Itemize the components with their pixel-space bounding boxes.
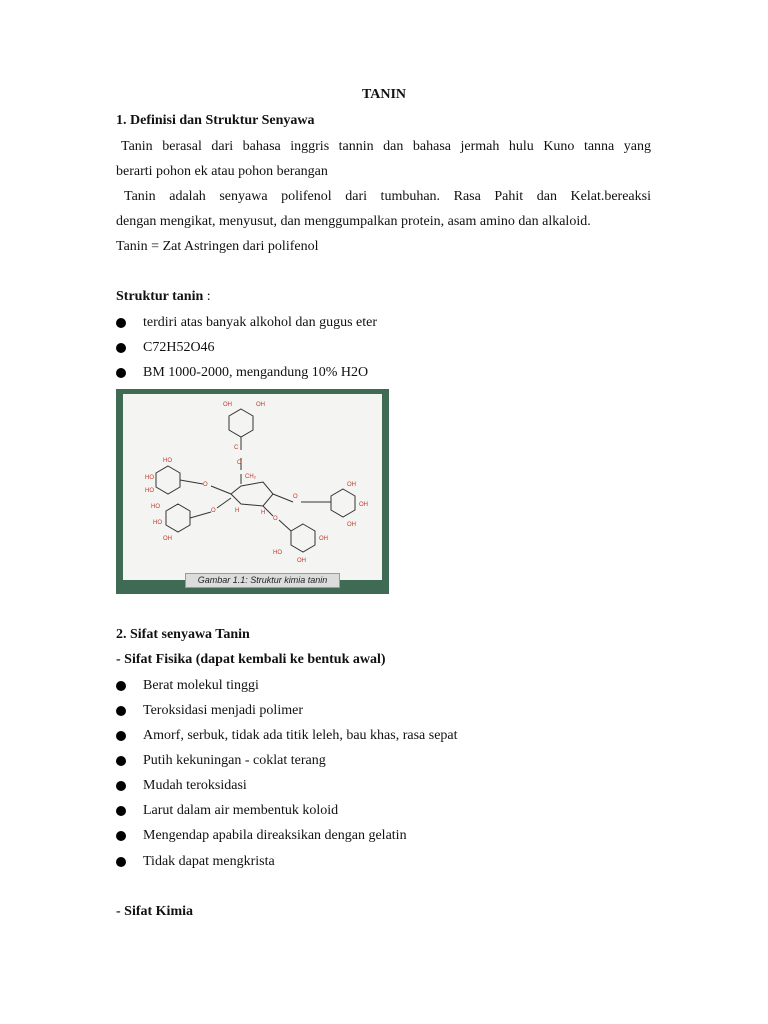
sifat-fisika-heading: - Sifat Fisika (dapat kembali ke bentuk awal) (116, 652, 386, 667)
paragraph-line: Tanin berasal dari bahasa inggris tannin dan bahasa jermah hulu Kuno tanna yang (121, 139, 651, 154)
atom-label: OH (297, 558, 306, 564)
atom-label: O (273, 516, 278, 522)
atom-label: O (203, 482, 208, 488)
atom-label: C (234, 445, 239, 451)
atom-label: OH (347, 482, 356, 488)
bullet-icon (116, 368, 126, 378)
bullet-icon (116, 806, 126, 816)
bullet-icon (116, 343, 126, 353)
bullet-icon (116, 731, 126, 741)
bullet-icon (116, 756, 126, 766)
struktur-label-line (116, 288, 211, 306)
atom-label: OH (319, 536, 328, 542)
section2-heading: 2. Sifat senyawa Tanin (116, 627, 250, 642)
struktur-label: Struktur tanin (116, 289, 204, 304)
atom-label: H (261, 510, 266, 516)
bullet-icon (116, 706, 126, 716)
paragraph-line: Tanin = Zat Astringen dari polifenol (116, 239, 319, 254)
bullet-icon (116, 781, 126, 791)
atom-label: OH (347, 522, 356, 528)
bullet-icon (116, 318, 126, 328)
bullet-icon (116, 681, 126, 691)
bullet-icon (116, 831, 126, 841)
paragraph-line: berarti pohon ek atau pohon berangan (116, 164, 328, 179)
atom-label: HO (153, 520, 162, 526)
atom-label: HO (145, 488, 154, 494)
figure-canvas (123, 394, 382, 585)
atom-label: HO (151, 504, 160, 510)
paragraph-line: Tanin adalah senyawa polifenol dari tumbuhan. Rasa Pahit dan Kelat.bereaksi (124, 189, 651, 204)
atom-label: HO (273, 550, 282, 556)
atom-label: OH (223, 402, 232, 408)
atom-label: HO (163, 458, 172, 464)
atom-label: HO (145, 475, 154, 481)
atom-label: O (293, 494, 298, 500)
tannin-structure-diagram (123, 394, 382, 580)
atom-label: OH (163, 536, 172, 542)
document-title: TANIN (361, 87, 407, 102)
atom-label: CH₂ (245, 474, 256, 480)
atom-label: OH (359, 502, 368, 508)
tannin-structure-figure (116, 389, 389, 594)
document-page: TANIN 1. Definisi dan Struktur Senyawa Tanin berasal dari bahasa inggris tannin dan bahasa jermah hulu Kuno tanna yang berarti pohon ek atau pohon berangan Tanin adalah senyawa polifenol dari tumbuhan. Rasa Pahit dan Kelat.bereaksi dengan mengikat, menyusut, dan menggumpalkan protein, asam amino dan alkaloid. Tanin = Zat Astringen dari polifenol Struktur tanin : terdiri atas banyak alkohol dan gugus eter C72H52O46 BM 1000-2000, mengandung 10% H2O OH OH C O CH₂ HO HO HO O HO HO OH O H H O OH OH OH O OH OH HO Gambar 1.1: Struktur kimia tanin 2. Sifat senyawa Tanin - Sifat Fisika (dapat kembali ke bentuk awal) Berat molekul tinggi Teroksidasi menjadi polimer Amorf, serbuk, tidak ada titik leleh, bau khas, rasa sepat Putih kekuningan - coklat terang Mudah teroksidasi Larut dalam air membentuk koloid Mengendap apabila direaksikan dengan gelatin Tidak dapat mengkrista - Sifat Kimia (0, 0, 768, 1024)
section1-heading: 1. Definisi dan Struktur Senyawa (116, 113, 315, 128)
struktur-colon: : (206, 289, 211, 304)
paragraph-line: dengan mengikat, menyusut, dan menggumpalkan protein, asam amino dan alkaloid. (116, 214, 591, 229)
figure-caption: Gambar 1.1: Struktur kimia tanin (185, 573, 340, 588)
atom-label: O (211, 508, 216, 514)
atom-label: H (235, 508, 240, 514)
atom-label: O (237, 460, 242, 466)
atom-label: OH (256, 402, 265, 408)
sifat-kimia-heading: - Sifat Kimia (116, 904, 193, 919)
bullet-icon (116, 857, 126, 867)
